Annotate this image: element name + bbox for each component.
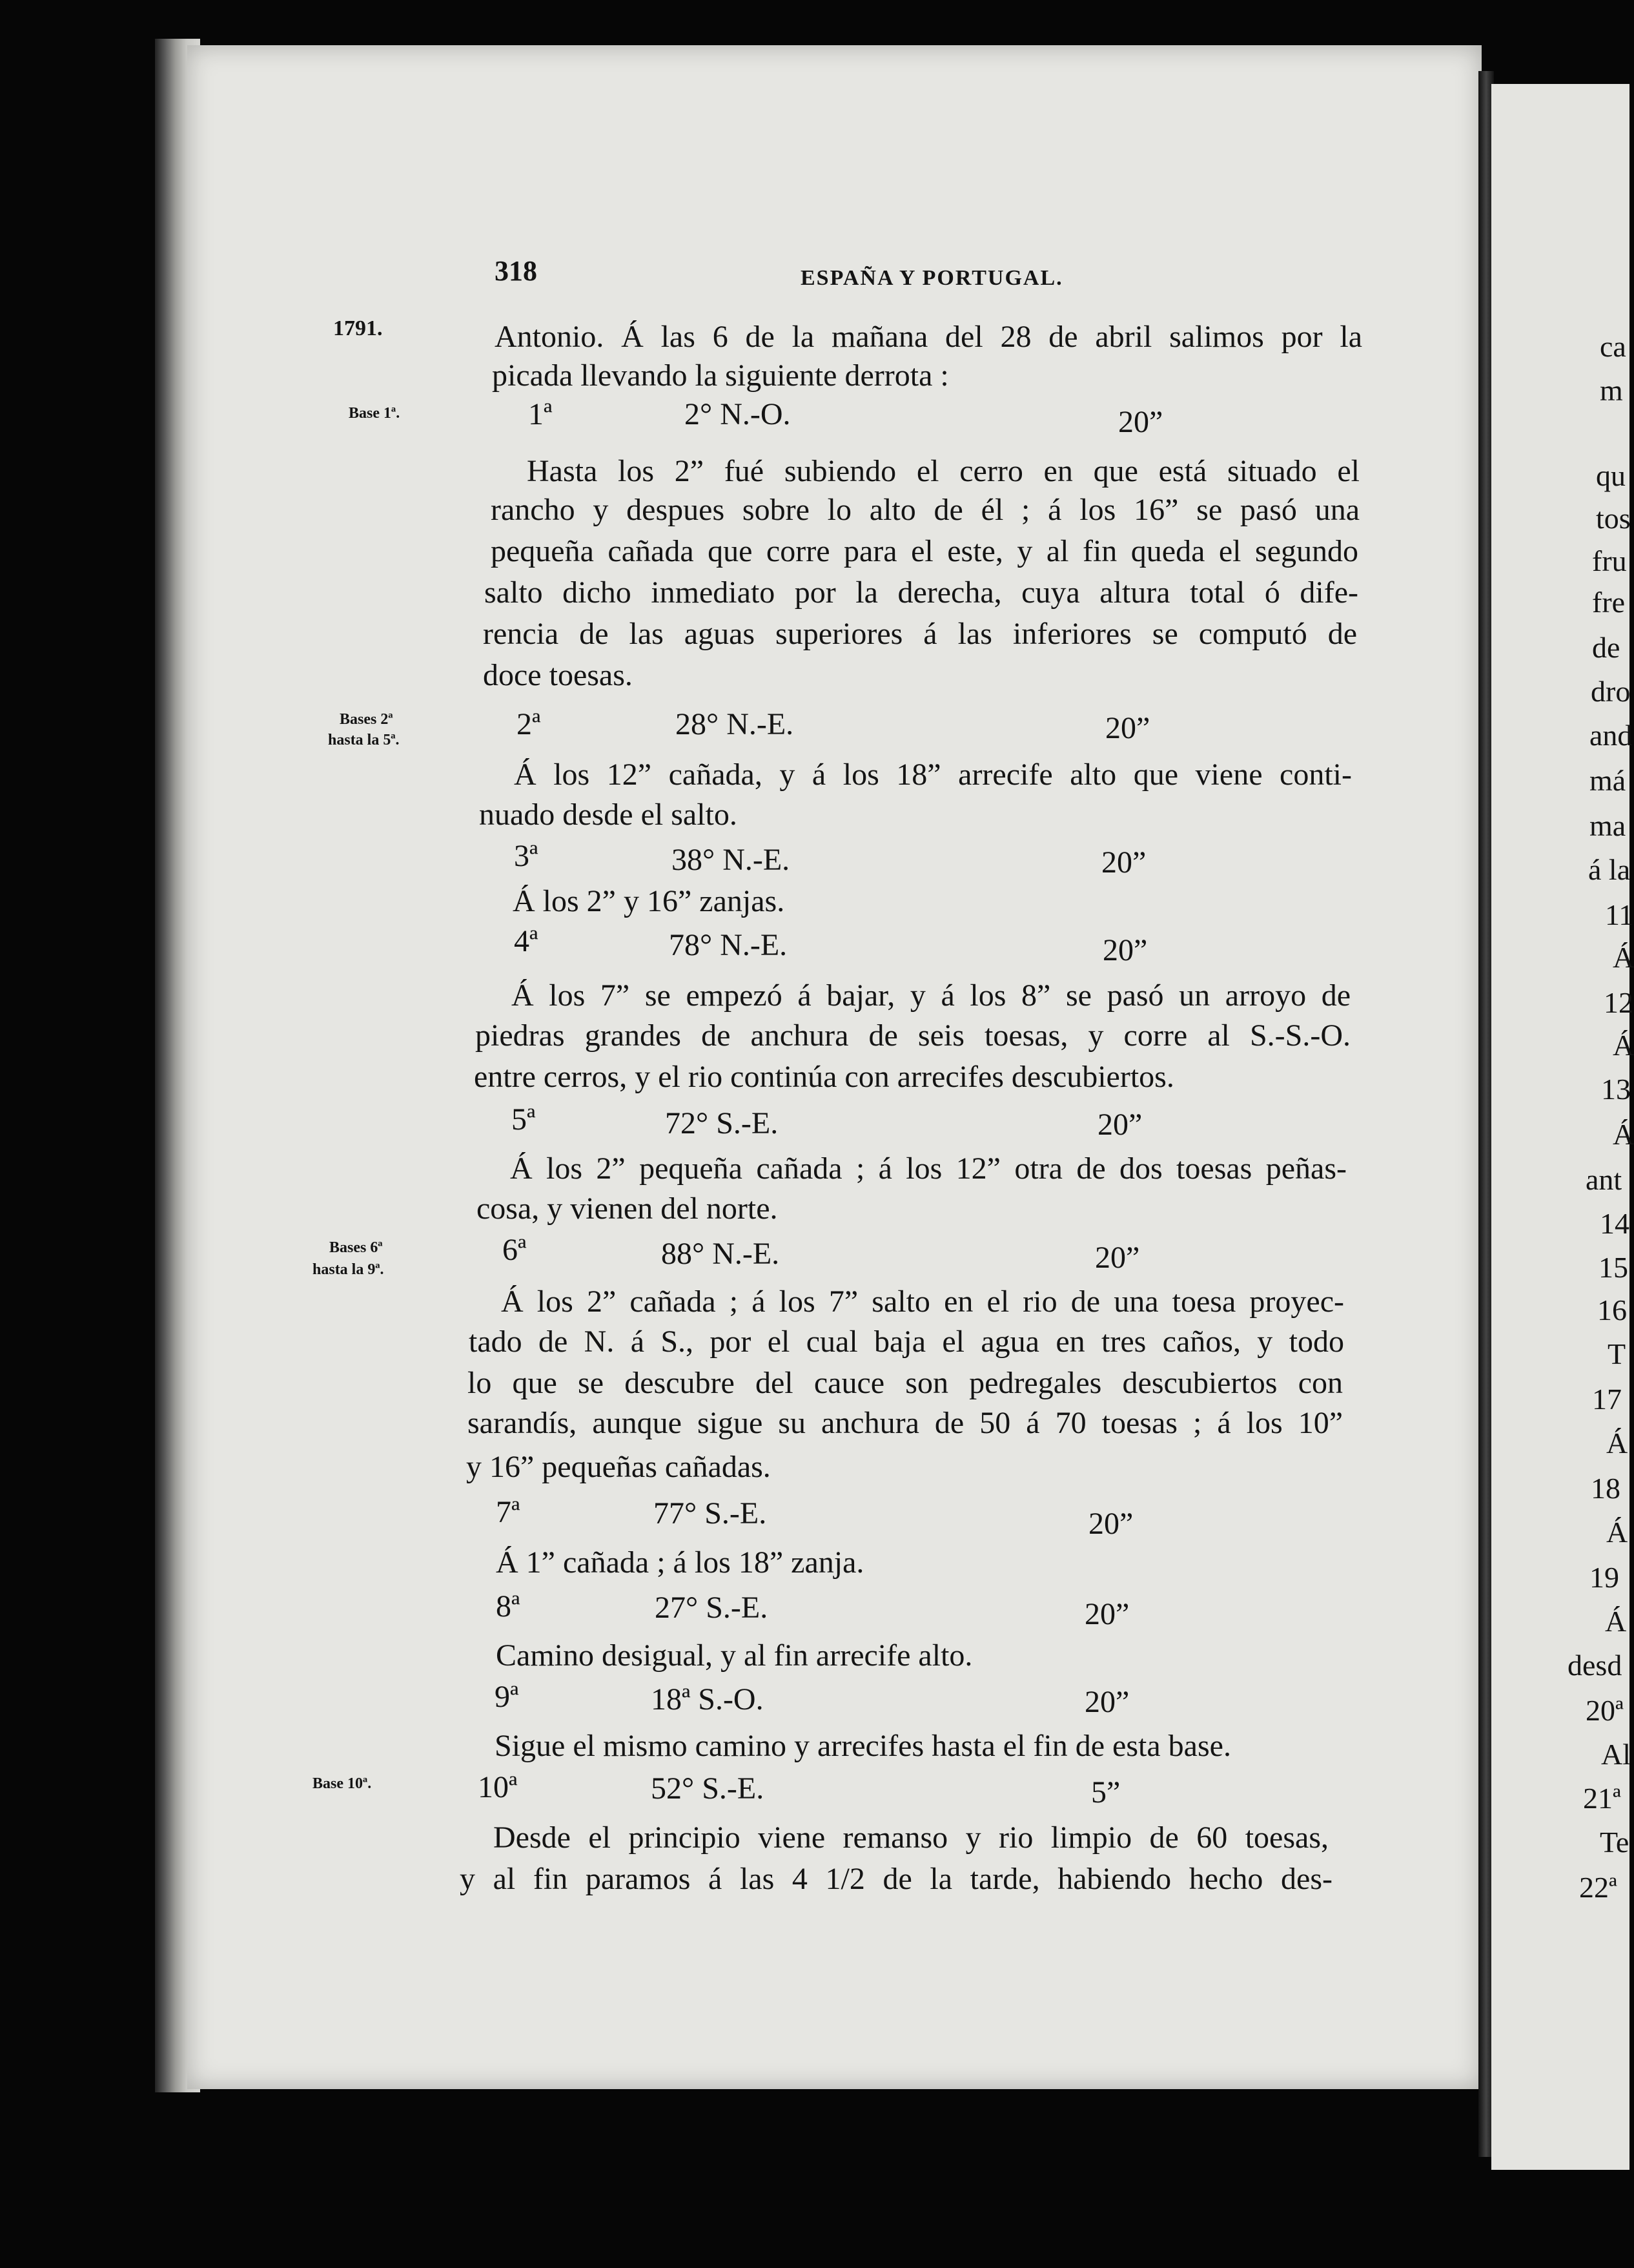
body-line: doce toesas. — [483, 658, 633, 692]
base-time: 20” — [1085, 1597, 1130, 1631]
facing-page-fragment: 11 — [1605, 898, 1634, 931]
body-line: piedras grandes de anchura de seis toesas, y corre al S.-S.-O. — [475, 1018, 1351, 1053]
facing-page-fragment: 19 — [1589, 1561, 1619, 1594]
facing-page-fragment: 15 — [1598, 1251, 1628, 1284]
facing-page-fragment: Á — [1606, 1516, 1628, 1549]
facing-page-fragment: Á — [1613, 1029, 1634, 1062]
facing-page-fragment: m — [1600, 374, 1623, 407]
facing-page-fragment: Á — [1613, 941, 1634, 974]
facing-page-fragment: 21ª — [1583, 1782, 1621, 1815]
body-line: entre cerros, y el rio continúa con arrecifes descubiertos. — [474, 1060, 1174, 1094]
facing-page-fragment: 13 — [1601, 1073, 1631, 1106]
base-number: 9ª — [495, 1680, 519, 1714]
facing-page-fragment: and — [1589, 719, 1633, 752]
body-line: Á los 2” pequeña cañada ; á los 12” otra de dos toesas peñas- — [510, 1151, 1347, 1186]
body-line: Á 1” cañada ; á los 18” zanja. — [496, 1545, 864, 1580]
body-line: Desde el principio viene remanso y rio limpio de 60 toesas, — [493, 1820, 1329, 1855]
base-number: 7ª — [496, 1495, 520, 1529]
facing-page-fragment: 12 — [1604, 986, 1633, 1019]
body-line: salto dicho inmediato por la derecha, cuya altura total ó dife- — [484, 575, 1358, 610]
base-number: 2ª — [516, 707, 541, 741]
body-line: picada llevando la siguiente derrota : — [492, 358, 949, 393]
base-time: 20” — [1098, 1108, 1143, 1142]
margin-note-bases6-9-line2: hasta la 9ª. — [312, 1261, 384, 1278]
body-line: rancho y despues sobre lo alto de él ; á los 16” se pasó una — [491, 493, 1360, 527]
body-line: y 16” pequeñas cañadas. — [466, 1450, 771, 1484]
base-number: 5ª — [511, 1102, 536, 1137]
base-bearing: 38° N.-E. — [671, 843, 790, 877]
body-line: Á los 2” cañada ; á los 7” salto en el rio de una toesa proyec- — [501, 1284, 1344, 1319]
facing-page-fragment: Á — [1605, 1605, 1627, 1638]
facing-page-fragment: de — [1592, 631, 1620, 664]
base-bearing: 72° S.-E. — [665, 1106, 779, 1140]
facing-page-fragment: ma — [1589, 809, 1626, 842]
body-line: Á los 2” y 16” zanjas. — [513, 884, 785, 918]
facing-page-fragment: 14 — [1600, 1207, 1629, 1240]
facing-page-fragment: 17 — [1592, 1383, 1622, 1416]
facing-page-fragment: 22ª — [1579, 1871, 1617, 1904]
margin-note-base10: Base 10ª. — [312, 1775, 372, 1792]
facing-page-fragment: fru — [1592, 544, 1627, 577]
base-bearing: 18ª S.-O. — [651, 1682, 764, 1716]
body-line: Hasta los 2” fué subiendo el cerro en que está situado el — [527, 454, 1360, 488]
body-line: Antonio. Á las 6 de la mañana del 28 de abril salimos por la — [495, 320, 1362, 354]
body-line: lo que se descubre del cauce son pedregales descubiertos con — [467, 1366, 1343, 1400]
facing-page-fragment: Á — [1606, 1427, 1628, 1459]
facing-page-fragment: desd — [1568, 1649, 1622, 1682]
body-line: y al fin paramos á las 4 1/2 de la tarde, habiendo hecho des- — [460, 1862, 1333, 1896]
base-number: 10ª — [478, 1770, 518, 1804]
margin-note-bases2-5-line1: Bases 2ª — [340, 711, 393, 728]
base-bearing: 77° S.-E. — [653, 1496, 767, 1531]
margin-year: 1791. — [333, 316, 383, 340]
base-time: 20” — [1101, 845, 1147, 880]
base-bearing: 88° N.-E. — [661, 1237, 780, 1271]
page-number: 318 — [495, 255, 537, 287]
running-title: ESPAÑA Y PORTUGAL. — [801, 266, 1063, 290]
base-number: 6ª — [502, 1233, 527, 1267]
base-time: 20” — [1105, 711, 1150, 745]
base-number: 3ª — [514, 839, 538, 873]
base-bearing: 78° N.-E. — [669, 928, 788, 962]
base-bearing: 2° N.-O. — [684, 397, 791, 431]
base-time: 20” — [1118, 405, 1163, 439]
base-time: 20” — [1088, 1507, 1134, 1541]
body-line: Á los 12” cañada, y á los 18” arrecife alto que viene conti- — [514, 758, 1352, 792]
facing-page-fragment: Á — [1613, 1118, 1634, 1151]
base-number: 8ª — [496, 1589, 520, 1624]
body-line: rencia de las aguas superiores á las inferiores se computó de — [483, 617, 1357, 651]
facing-page-fragment: dro — [1591, 675, 1631, 708]
margin-note-base1: Base 1ª. — [349, 405, 400, 422]
body-line: cosa, y vienen del norte. — [476, 1191, 778, 1226]
facing-page-fragment: Te — [1600, 1826, 1629, 1859]
facing-page-fragment: á la — [1588, 853, 1631, 886]
facing-page-fragment: 18 — [1591, 1472, 1620, 1505]
facing-page-fragment: 16 — [1597, 1294, 1627, 1326]
body-line: sarandís, aunque sigue su anchura de 50 á 70 toesas ; á los 10” — [467, 1406, 1343, 1440]
body-line: Á los 7” se empezó á bajar, y á los 8” se pasó un arroyo de — [511, 978, 1351, 1013]
facing-page-fragment: fre — [1592, 586, 1626, 619]
base-time: 20” — [1095, 1241, 1140, 1275]
body-line: nuado desde el salto. — [479, 798, 737, 832]
body-line: Camino desigual, y al fin arrecife alto. — [496, 1638, 973, 1673]
base-time: 20” — [1103, 933, 1148, 967]
base-bearing: 52° S.-E. — [651, 1771, 764, 1806]
base-number: 1ª — [528, 397, 553, 431]
base-time: 5” — [1091, 1775, 1121, 1809]
base-bearing: 27° S.-E. — [655, 1591, 768, 1625]
body-line: pequeña cañada que corre para el este, y al fin queda el segundo — [491, 534, 1358, 568]
facing-page-fragment: má — [1589, 764, 1626, 797]
margin-note-bases6-9-line1: Bases 6ª — [329, 1239, 383, 1256]
base-number: 4ª — [514, 924, 538, 958]
facing-page-fragment: ca — [1600, 330, 1626, 363]
base-time: 20” — [1085, 1685, 1130, 1719]
facing-page-fragment: Al — [1601, 1738, 1631, 1771]
base-bearing: 28° N.-E. — [675, 707, 794, 741]
facing-page-fragment: 20ª — [1586, 1694, 1624, 1727]
facing-page-fragment: tos — [1596, 502, 1631, 535]
margin-note-bases2-5-line2: hasta la 5ª. — [328, 732, 400, 748]
body-line: Sigue el mismo camino y arrecifes hasta el fin de esta base. — [495, 1729, 1231, 1763]
facing-page-fragment: ant — [1586, 1163, 1622, 1196]
facing-page-fragment: T — [1608, 1337, 1626, 1370]
facing-page-fragment: qu — [1596, 459, 1626, 492]
body-line: tado de N. á S., por el cual baja el agua en tres caños, y todo — [469, 1325, 1344, 1359]
